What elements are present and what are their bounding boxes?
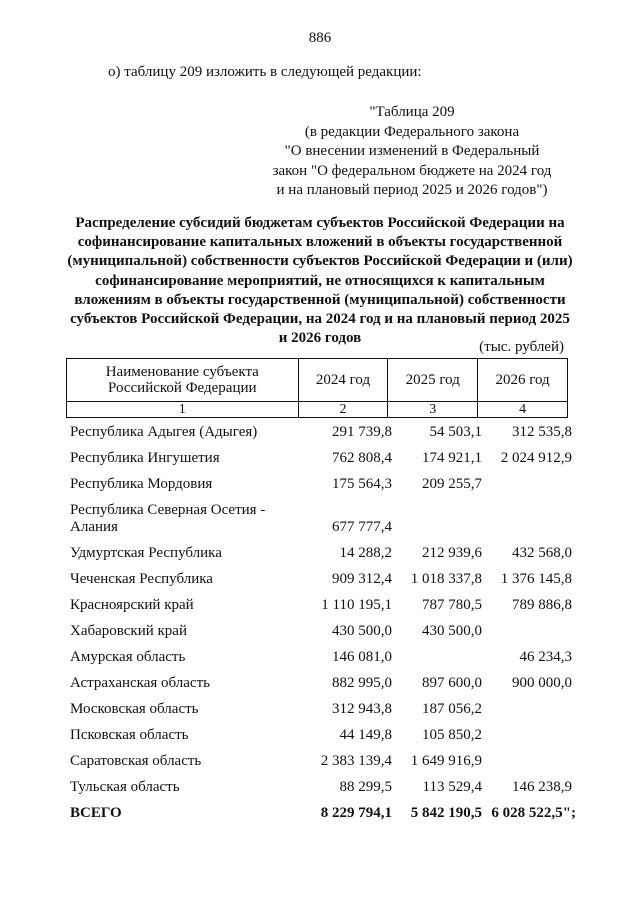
- column-number: 1: [67, 402, 299, 418]
- value-2026: 1 376 145,8: [500, 571, 572, 587]
- total-2025: 5 842 190,5: [410, 805, 482, 821]
- column-header-2024: 2024 год: [298, 359, 388, 402]
- region-name: Республика Адыгея (Адыгея): [70, 424, 258, 440]
- value-2025: 1 649 916,9: [410, 753, 482, 769]
- total-2024: 8 229 794,1: [320, 805, 392, 821]
- caption-line: "Таблица 209: [369, 104, 455, 120]
- value-2024: 291 739,8: [332, 424, 392, 440]
- value-2024: 88 299,5: [339, 779, 392, 795]
- region-name: Красноярский край: [70, 597, 194, 613]
- column-number: 2: [298, 402, 388, 418]
- column-header-2026: 2026 год: [478, 359, 568, 402]
- value-2025: 1 018 337,8: [410, 571, 482, 587]
- region-name: Тульская область: [70, 779, 180, 795]
- value-2024: 312 943,8: [332, 701, 392, 717]
- value-2026: 2 024 912,9: [500, 450, 572, 466]
- value-2025: 113 529,4: [422, 779, 482, 795]
- region-name: Удмуртская Республика: [70, 545, 222, 561]
- region-name: Саратовская область: [70, 753, 202, 769]
- value-2025: 105 850,2: [422, 727, 482, 743]
- caption-line: закон "О федеральном бюджете на 2024 год: [272, 162, 552, 179]
- value-2025: 187 056,2: [422, 701, 482, 717]
- region-name: Хабаровский край: [70, 623, 187, 639]
- value-2024: 44 149,8: [339, 727, 392, 743]
- page-number: 886: [308, 30, 332, 46]
- region-name: Республика Ингушетия: [70, 450, 220, 466]
- value-2024: 2 383 139,4: [320, 753, 392, 769]
- value-2024: 14 288,2: [339, 545, 392, 561]
- caption-line: (в редакции Федерального закона: [304, 123, 520, 140]
- region-name: Астраханская область: [70, 675, 210, 691]
- caption-line: "О внесении изменений в Федеральный: [284, 143, 540, 159]
- value-2025: 174 921,1: [422, 450, 482, 466]
- value-2025: 209 255,7: [422, 476, 482, 492]
- value-2025: 787 780,5: [422, 597, 482, 613]
- caption-line: и на плановый период 2025 и 2026 годов"): [276, 182, 548, 198]
- value-2024: 146 081,0: [332, 649, 392, 665]
- intro-text: о) таблицу 209 изложить в следующей редакции:: [108, 64, 422, 80]
- value-2024: 175 564,3: [332, 476, 392, 492]
- table-caption: [262, 103, 562, 201]
- value-2025: 54 503,1: [429, 424, 482, 440]
- value-2025: 430 500,0: [422, 623, 482, 639]
- region-name: Республика Северная Осетия - Алания: [70, 502, 266, 535]
- column-number: 3: [388, 402, 478, 418]
- value-2024: 1 110 195,1: [321, 597, 392, 613]
- value-2026: 46 234,3: [519, 649, 572, 665]
- value-2026: 312 535,8: [512, 424, 572, 440]
- region-name: Псковская область: [70, 727, 189, 743]
- value-2026: 789 886,8: [512, 597, 572, 613]
- table-header: [66, 358, 568, 418]
- value-2025: 897 600,0: [422, 675, 482, 691]
- region-name: Амурская область: [70, 649, 186, 665]
- total-label: ВСЕГО: [70, 805, 122, 821]
- document-heading: Распределение субсидий бюджетам субъектов Российской Федерации на софинансирование капитальных вложений в объекты государственной (муниципальной) собственности субъектов Российской Федерации и (или) софинансирование мероприятий, не относящихся к капитальным вложениям в объекты государственной (муниципальной) собственности субъектов Российской Федерации, на 2024 год и на плановый период 2025 и 2026 годов: [67, 215, 573, 347]
- region-name: Республика Мордовия: [70, 476, 213, 492]
- value-2024: 909 312,4: [332, 571, 392, 587]
- value-2024: 762 808,4: [332, 450, 392, 466]
- column-number: 4: [478, 402, 568, 418]
- value-2024: 430 500,0: [332, 623, 392, 639]
- column-header-2025: 2025 год: [388, 359, 478, 402]
- value-2024: 882 995,0: [332, 675, 392, 691]
- value-2026: 146 238,9: [512, 779, 572, 795]
- value-2024: 677 777,4: [332, 519, 392, 535]
- total-2026: 6 028 522,5";: [491, 805, 576, 821]
- value-2026: 900 000,0: [512, 675, 572, 691]
- value-2026: 432 568,0: [512, 545, 572, 561]
- value-2025: 212 939,6: [422, 545, 482, 561]
- region-name: Чеченская Республика: [70, 571, 213, 587]
- units-label: (тыс. рублей): [479, 339, 564, 355]
- column-header-name: Наименование субъекта Российской Федерации: [67, 359, 299, 402]
- region-name: Московская область: [70, 701, 199, 717]
